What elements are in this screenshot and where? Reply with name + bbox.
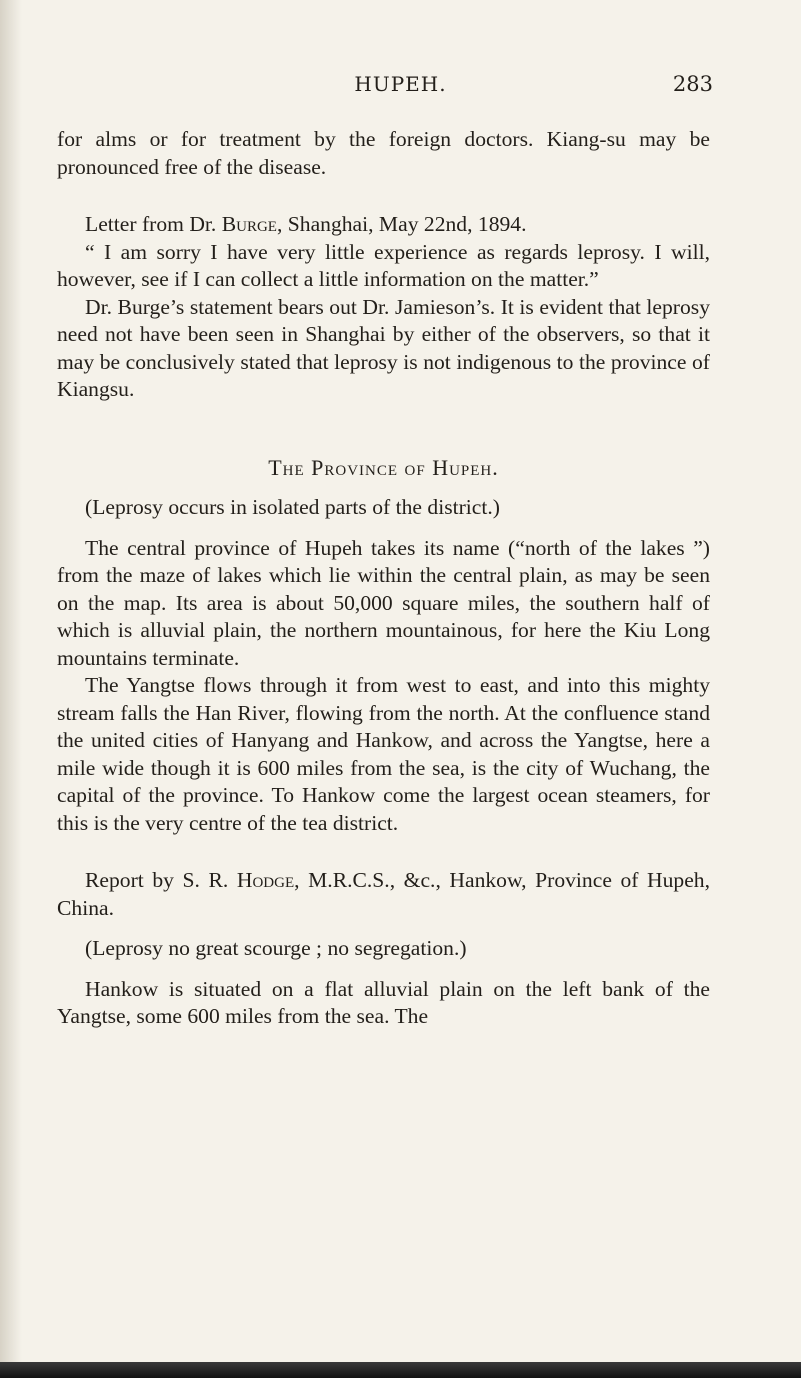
- paragraph-statement: Dr. Burge’s statement bears out Dr. Jamieson’s. It is evident that leprosy need not have been seen in Shanghai by either of the observers, so that it may be conclusively stated that leprosy is not indigenous to the province of Kiangsu.: [57, 294, 710, 401]
- scan-bottom-edge: [0, 1362, 801, 1378]
- paragraph-leprosy-note: (Leprosy occurs in isolated parts of the district.): [85, 495, 500, 519]
- body-text: [57, 126, 710, 1031]
- letter-place-date: , Shanghai, May 22nd, 1894.: [276, 212, 527, 236]
- letter-intro: Letter from Dr.: [85, 212, 222, 236]
- section-heading: The Province of Hupeh.: [268, 454, 499, 480]
- page-number: 283: [672, 72, 713, 96]
- report-intro: Report by S. R.: [85, 868, 237, 892]
- page-header: [0, 72, 801, 102]
- paragraph-letter-burge: [57, 211, 710, 239]
- page-gutter-shadow: [0, 0, 22, 1378]
- running-head: HUPEH.: [354, 72, 447, 96]
- paragraph-alms: for alms or for treatment by the foreign doctors. Kiang-su may be pronounced free of the disease.: [57, 127, 710, 179]
- paragraph-central-province: The central province of Hupeh takes its name (“north of the lakes ”) from the maze of lakes which lie within the central plain, as may be seen on the map. Its area is about 50,000 square miles, the southern half of which is alluvial plain, the northern mountainous, for here the Kiu Long mountains terminate.: [57, 535, 710, 670]
- paragraph-scourge-note: (Leprosy no great scourge ; no segregation.): [85, 936, 467, 960]
- author-name-hodge: Hodge: [236, 868, 295, 892]
- paragraph-quote: “ I am sorry I have very little experience as regards leprosy. I will, however, see if I can collect a little information on the matter.”: [57, 239, 710, 291]
- paragraph-yangtse: The Yangtse flows through it from west to east, and into this mighty stream falls the Han River, flowing from the north. At the confluence stand the united cities of Hanyang and Hankow, and across the Yangtse, here a mile wide though it is 600 miles from the sea, is the city of Wuchang, the capital of the province. To Hankow come the largest ocean steamers, for this is the very centre of the tea district.: [57, 673, 710, 835]
- paragraph-hankow: Hankow is situated on a flat alluvial plain on the left bank of the Yangtse, some 600 miles from the sea. The: [57, 976, 710, 1028]
- paragraph-report-hodge: [57, 867, 710, 922]
- report-details: , M.R.C.S., &c., Hankow, Province of Hupeh, China.: [57, 868, 710, 920]
- author-name-burge: Burge: [221, 212, 277, 236]
